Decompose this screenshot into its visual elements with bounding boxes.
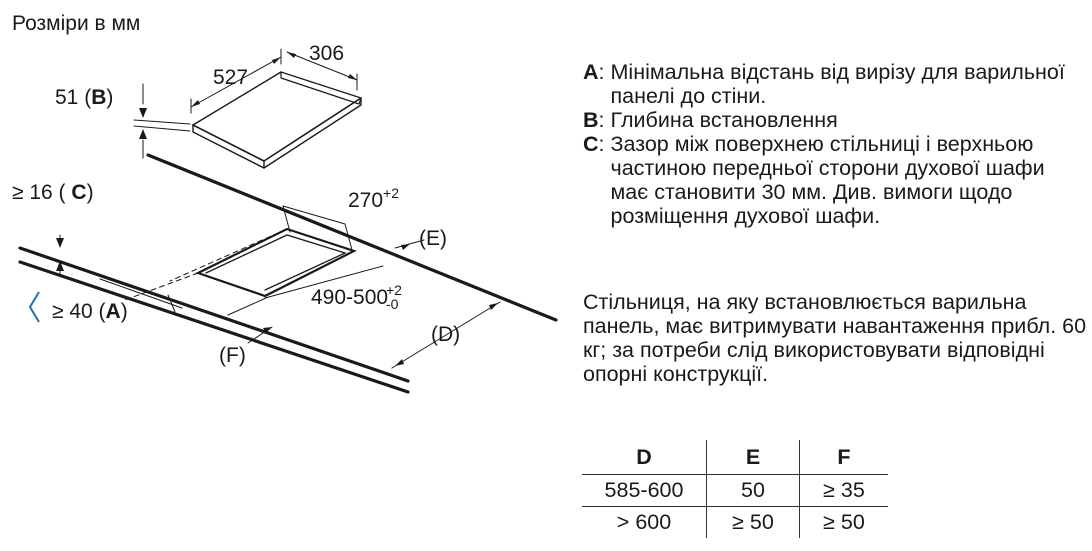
table-header-row <box>582 440 888 475</box>
table-cell: 50 <box>707 475 800 507</box>
table-row <box>582 475 888 507</box>
dim-cutout-depth-label: $270^{+2}$ <box>348 185 400 212</box>
table-header: F <box>800 440 889 475</box>
table-cell: 585-600 <box>582 475 707 507</box>
dim-height-label: 51 (B) <box>55 86 114 109</box>
worktop-drawing <box>20 155 556 392</box>
dim-cutout-width-tol-minus: -0 <box>386 296 399 312</box>
table-row <box>582 507 888 539</box>
note-C: C : Зазор між поверхнею стільниці і верхньою частиною передньої сторони духової шафи має становити 30 мм. Див. вимоги щодо розміщення духової шафи. <box>583 132 1045 228</box>
load-paragraph: Стільниця, на яку встановлюється варильна панель, має витримувати навантаження прибл. 60 кг; за потреби слід використовувати відповідні опорні конструкції. <box>583 290 1087 386</box>
label-F: (F) <box>219 344 246 367</box>
dim-depth-label: 306 <box>309 42 345 65</box>
dimensions-table <box>582 440 888 538</box>
dim-gap-label: ≥ 16 ( C) <box>12 181 94 204</box>
label-D: (D) <box>431 323 461 346</box>
table-header: D <box>582 440 707 475</box>
label-E: (E) <box>419 227 447 250</box>
legend-notes <box>583 60 1088 228</box>
table-cell: ≥ 50 <box>800 507 889 539</box>
note-A: A : Мінімальна відстань від вирізу для варильної панелі до стіни. <box>583 60 1065 108</box>
table-cell: > 600 <box>616 510 672 534</box>
table-cell: ≥ 50 <box>707 507 800 539</box>
note-B: B : Глибина встановлення <box>583 108 838 132</box>
dim-width-label: 527 <box>213 66 249 89</box>
table-header: E <box>707 440 800 475</box>
page-title: Розміри в мм <box>12 12 141 35</box>
dim-cutout-width-tol-plus: +2 <box>386 282 402 298</box>
table-cell: ≥ 35 <box>800 475 889 507</box>
dim-cutout-width-label: 490-500 <box>311 286 389 309</box>
dim-wall-label: ≥ 40 (A) <box>52 300 128 323</box>
chevron-left-icon[interactable] <box>30 292 39 322</box>
